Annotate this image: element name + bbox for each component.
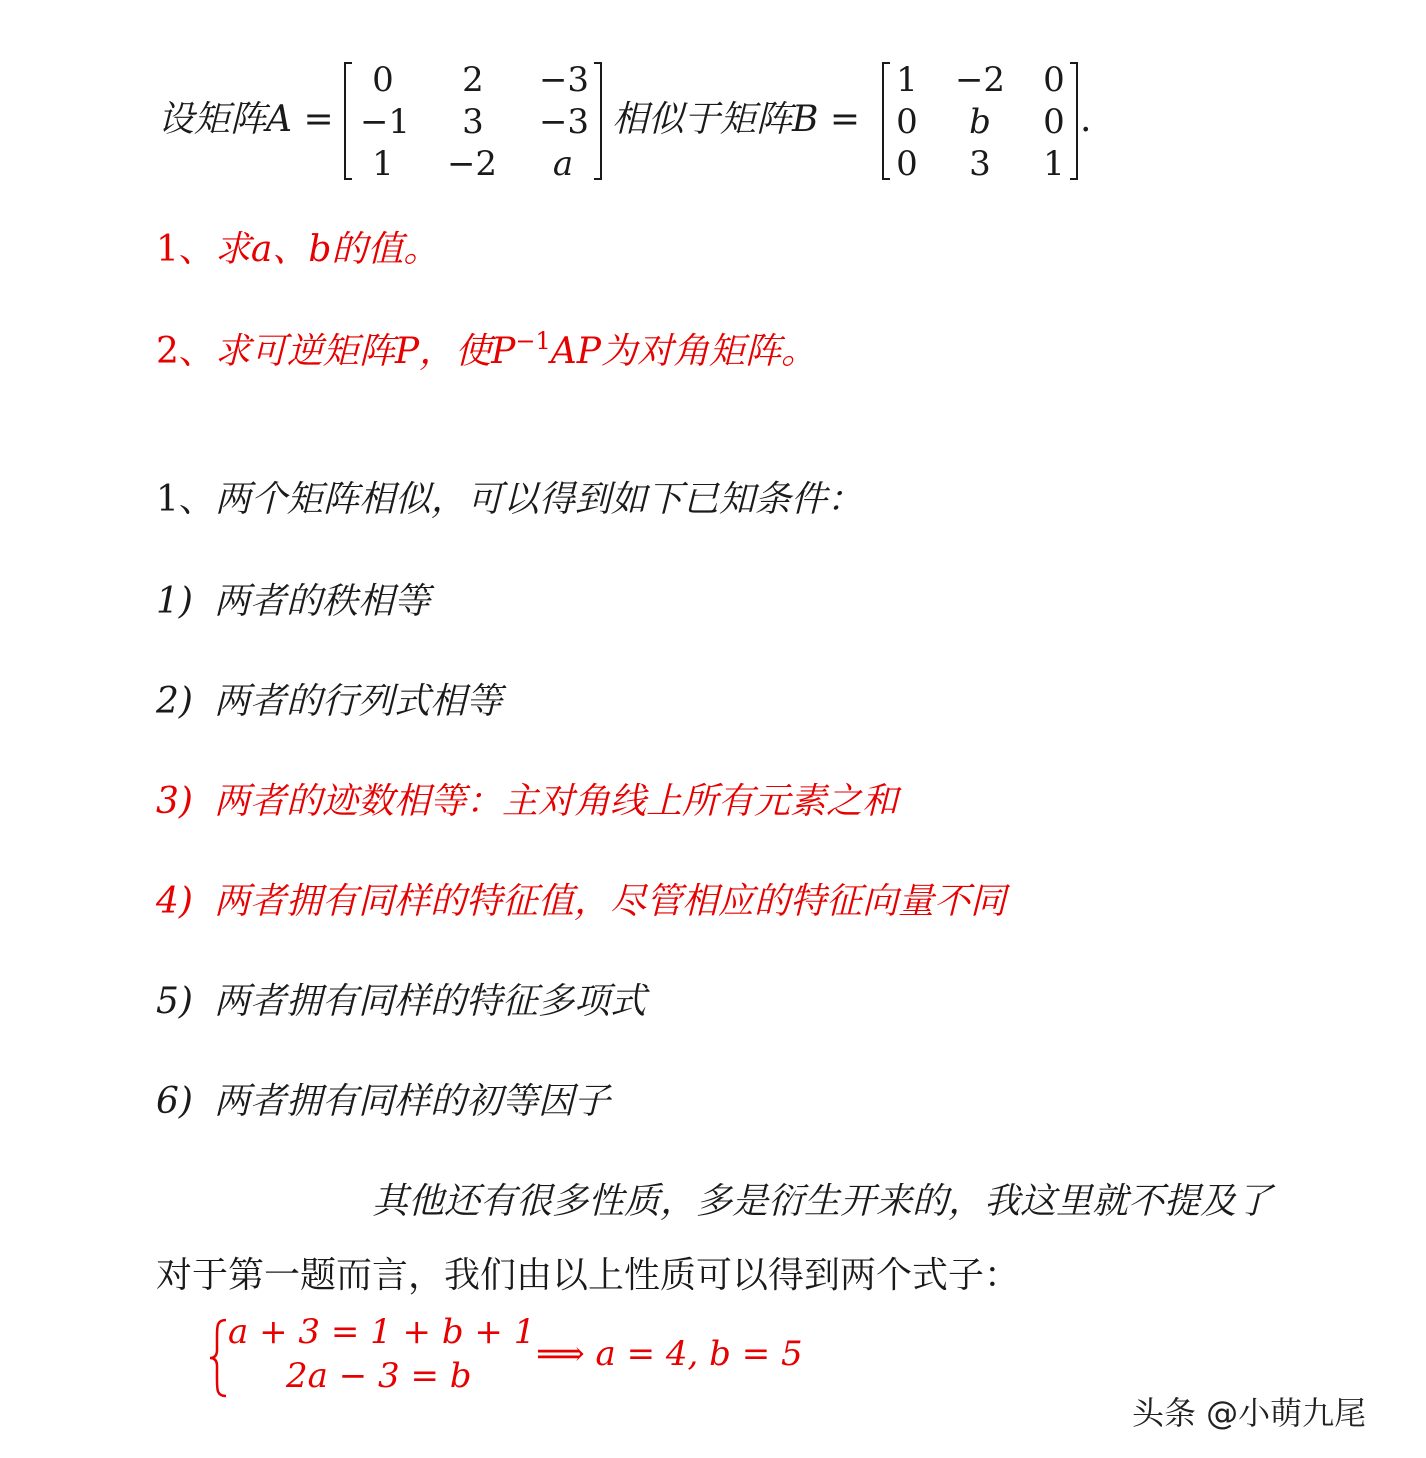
property-item-3 [156, 780, 898, 824]
matrix-b-cell: b [969, 102, 991, 142]
note-text: 其他还有很多性质，多是衍生开来的，我这里就不提及了 [372, 1181, 1273, 1222]
matrix-b-cell: 1 [1043, 144, 1065, 184]
matrix-a-cell: 1 [372, 144, 394, 184]
property-text: 两者的秩相等 [214, 581, 431, 622]
matrix-b-cell: 0 [896, 144, 918, 184]
property-text: 两者拥有同样的初等因子 [214, 1081, 611, 1122]
question-1-number: 1、 [156, 229, 215, 270]
property-item-6 [156, 1080, 610, 1124]
property-item-4 [156, 880, 1006, 924]
matrix-b-cell: 0 [896, 102, 918, 142]
question-2-superscript: −1 [515, 327, 551, 355]
matrix-a [344, 60, 602, 184]
property-label: 1) [156, 581, 193, 622]
property-text: 两者拥有同样的特征多项式 [214, 981, 647, 1022]
matrix-a-cell: 2 [462, 60, 484, 100]
problem-period: . [1080, 99, 1092, 140]
matrix-a-cell: −1 [359, 102, 411, 142]
matrix-b-cell: 0 [1043, 102, 1065, 142]
matrix-a-left-bracket [344, 62, 352, 180]
matrix-b-cell: 1 [896, 60, 918, 100]
equation-1: a + 3 = 1 + b + 1 [228, 1312, 536, 1352]
left-brace-icon [208, 1318, 230, 1398]
property-text: 两者的迹数相等：主对角线上所有元素之和 [214, 781, 899, 822]
derive-text: 对于第一题而言，我们由以上性质可以得到两个式子： [156, 1255, 1021, 1296]
matrix-a-cell: 3 [462, 102, 484, 142]
matrix-a-cell: a [552, 144, 574, 184]
question-2 [156, 327, 817, 374]
equation-system [208, 1312, 828, 1402]
problem-intro: 设矩阵A = [158, 99, 334, 140]
property-item-5 [156, 980, 646, 1024]
property-label: 4) [156, 881, 193, 922]
matrix-a-cell: 0 [372, 60, 394, 100]
property-label: 6) [156, 1081, 193, 1122]
matrix-a-cell: −2 [446, 144, 498, 184]
question-2-text-before: 求可逆矩阵P，使P [214, 331, 516, 372]
property-label: 3) [156, 781, 193, 822]
solution-heading [156, 478, 863, 522]
question-2-number: 2、 [156, 331, 215, 372]
matrix-a-cell: −3 [538, 60, 590, 100]
matrix-b-cell: 3 [969, 144, 991, 184]
equation-result: ⟹ a = 4, b = 5 [536, 1334, 803, 1374]
matrix-b-left-bracket [882, 62, 890, 180]
property-label: 2) [156, 681, 193, 722]
problem-similar-text: 相似于矩阵B = [612, 99, 861, 140]
solution-heading-text: 两个矩阵相似，可以得到如下已知条件： [214, 479, 863, 520]
question-1-text: 求a、b的值。 [214, 229, 440, 270]
matrix-b [882, 60, 1078, 184]
question-1 [156, 228, 439, 272]
matrix-b-cell: −2 [954, 60, 1006, 100]
matrix-b-cell: 0 [1043, 60, 1065, 100]
equation-2: 2a − 3 = b [286, 1356, 472, 1396]
solution-heading-number: 1、 [156, 479, 215, 520]
property-item-1 [156, 580, 430, 624]
property-text: 两者的行列式相等 [214, 681, 503, 722]
matrix-a-cell: −3 [538, 102, 590, 142]
question-2-text-after: AP为对角矩阵。 [550, 331, 817, 372]
property-text: 两者拥有同样的特征值，尽管相应的特征向量不同 [214, 881, 1007, 922]
property-label: 5) [156, 981, 193, 1022]
watermark: 头条 @小萌九尾 [1132, 1394, 1367, 1432]
property-item-2 [156, 680, 502, 724]
